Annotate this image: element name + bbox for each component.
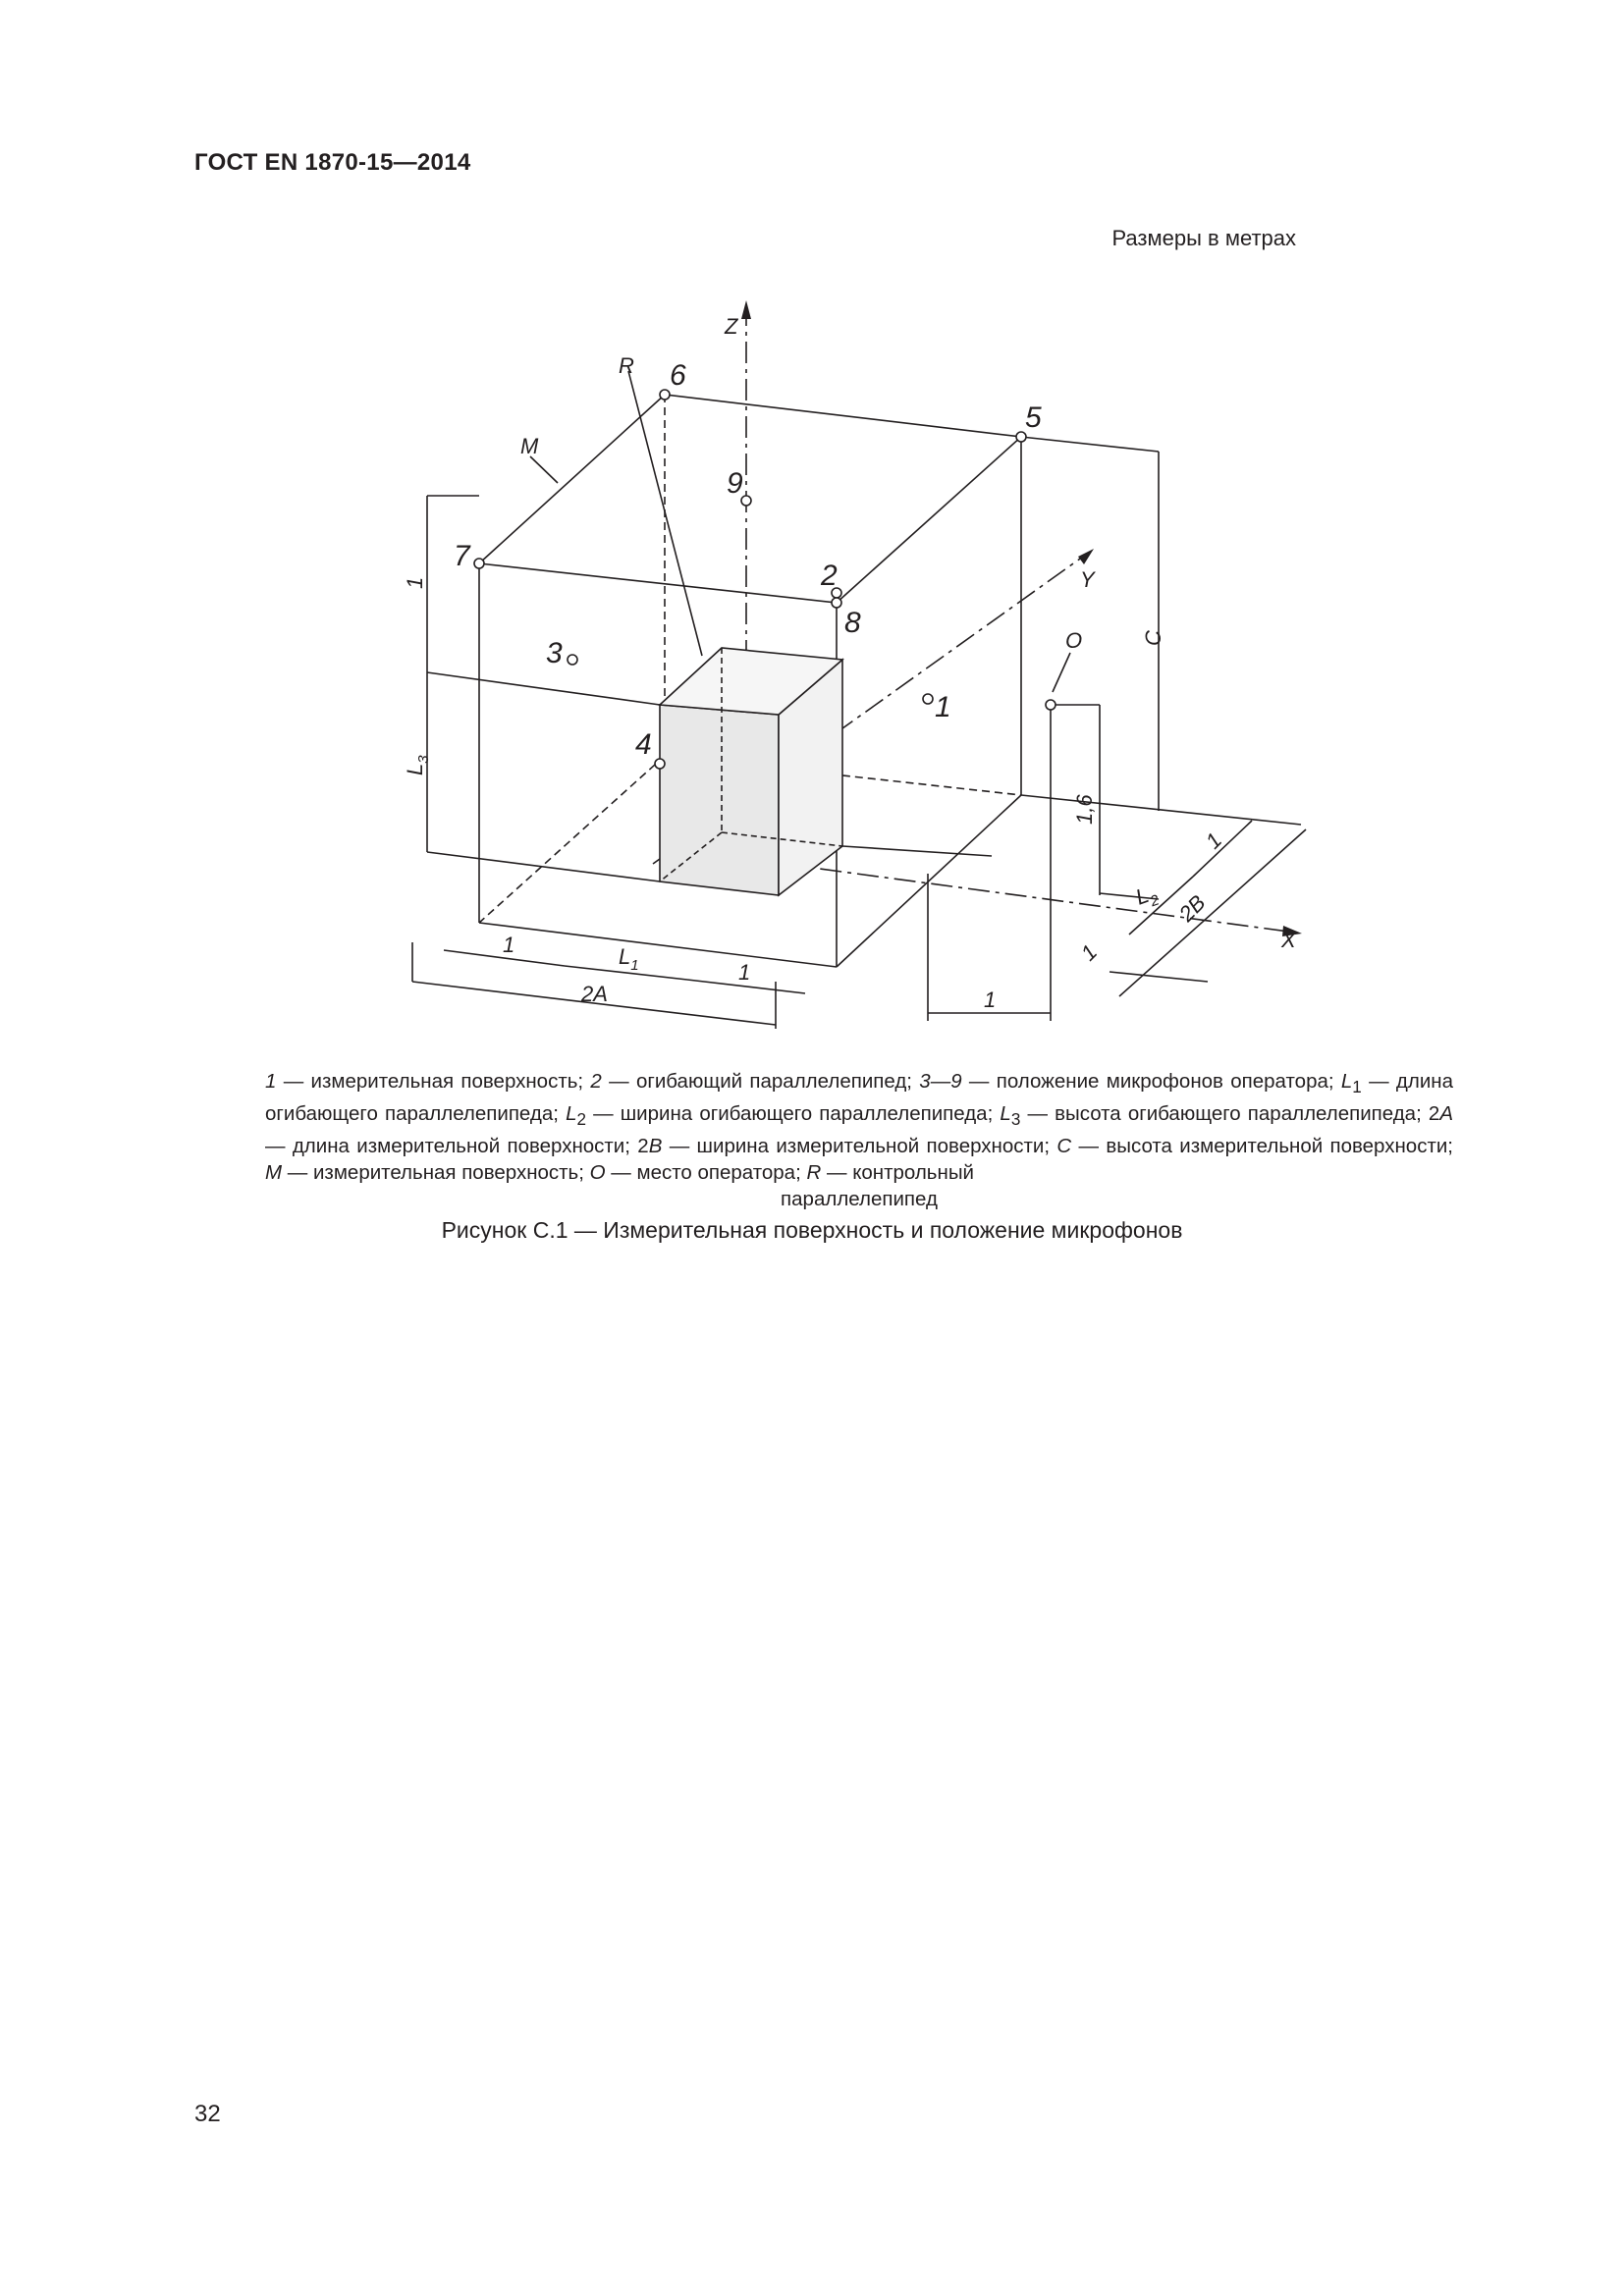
x-axis-line xyxy=(746,859,1296,933)
dim-one-right-top: 1 xyxy=(1200,828,1227,854)
point-label-3: 3 xyxy=(546,637,563,669)
axis-label-x: X xyxy=(1281,928,1296,952)
label-r: R xyxy=(619,353,634,378)
point-label-7: 7 xyxy=(454,540,470,572)
figure-legend: 1 — измерительная поверхность; 2 — огибающий параллелепипед; 3—9 — положение микрофонов оператора; $L_1$ — длина огибающего параллелепипеда; $L_2$ — ширина огибающего параллелепипеда; $L_3$ — высота огибающего параллелепипеда; 2A — длина измерительной поверхности; 2B — ширина измерительной поверхности; C — высота измерительной поверхности; M — измерительная поверхность; O — место оператора; R — контрольный параллелепипед xyxy=(265,1070,1453,1211)
axis-label-z: Z xyxy=(725,314,738,339)
axis-label-y: Y xyxy=(1080,567,1095,592)
dim-l1-bottom: $L_1$ xyxy=(619,944,639,974)
dim-op-height: 1,6 xyxy=(1072,794,1097,825)
page-number: 32 xyxy=(194,2101,221,2127)
y-axis-arrow xyxy=(1078,549,1094,564)
dim-l3-vertical: $L_3$ xyxy=(403,755,432,775)
point-label-5: 5 xyxy=(1025,401,1042,434)
dim-lines xyxy=(412,452,1306,1025)
dim-2a-bottom: 2A xyxy=(581,982,608,1006)
document-header: ГОСТ EN 1870-15—2014 xyxy=(194,149,471,176)
label-o: O xyxy=(1065,628,1083,653)
point-label-4: 4 xyxy=(635,728,652,761)
label-m: M xyxy=(520,434,539,458)
point-label-2: 2 xyxy=(821,560,838,592)
reference-box xyxy=(660,648,842,895)
dim-c-vertical: C xyxy=(1141,630,1165,646)
dim-one-bottom-left: 1 xyxy=(503,933,515,957)
dim-one-bottom-right: 1 xyxy=(738,960,751,985)
dim-one-vertical: 1 xyxy=(403,576,427,589)
figure-caption: Рисунок С.1 — Измерительная поверхность и положение микрофонов xyxy=(441,1217,1183,1243)
dim-one-op-offset: 1 xyxy=(984,988,997,1012)
dim-2b-right: 2B xyxy=(1173,889,1211,927)
units-note: Размеры в метрах xyxy=(1111,226,1296,250)
dim-l2-right: $L_2$ xyxy=(1132,882,1162,911)
measurement-surface-diagram xyxy=(0,0,1624,1080)
point-label-9: 9 xyxy=(727,467,743,500)
point-label-8: 8 xyxy=(844,607,861,639)
point-label-6: 6 xyxy=(670,359,686,392)
dim-one-right-bottom: 1 xyxy=(1075,939,1103,966)
point-label-1: 1 xyxy=(935,691,951,723)
z-axis-arrow xyxy=(741,300,751,319)
